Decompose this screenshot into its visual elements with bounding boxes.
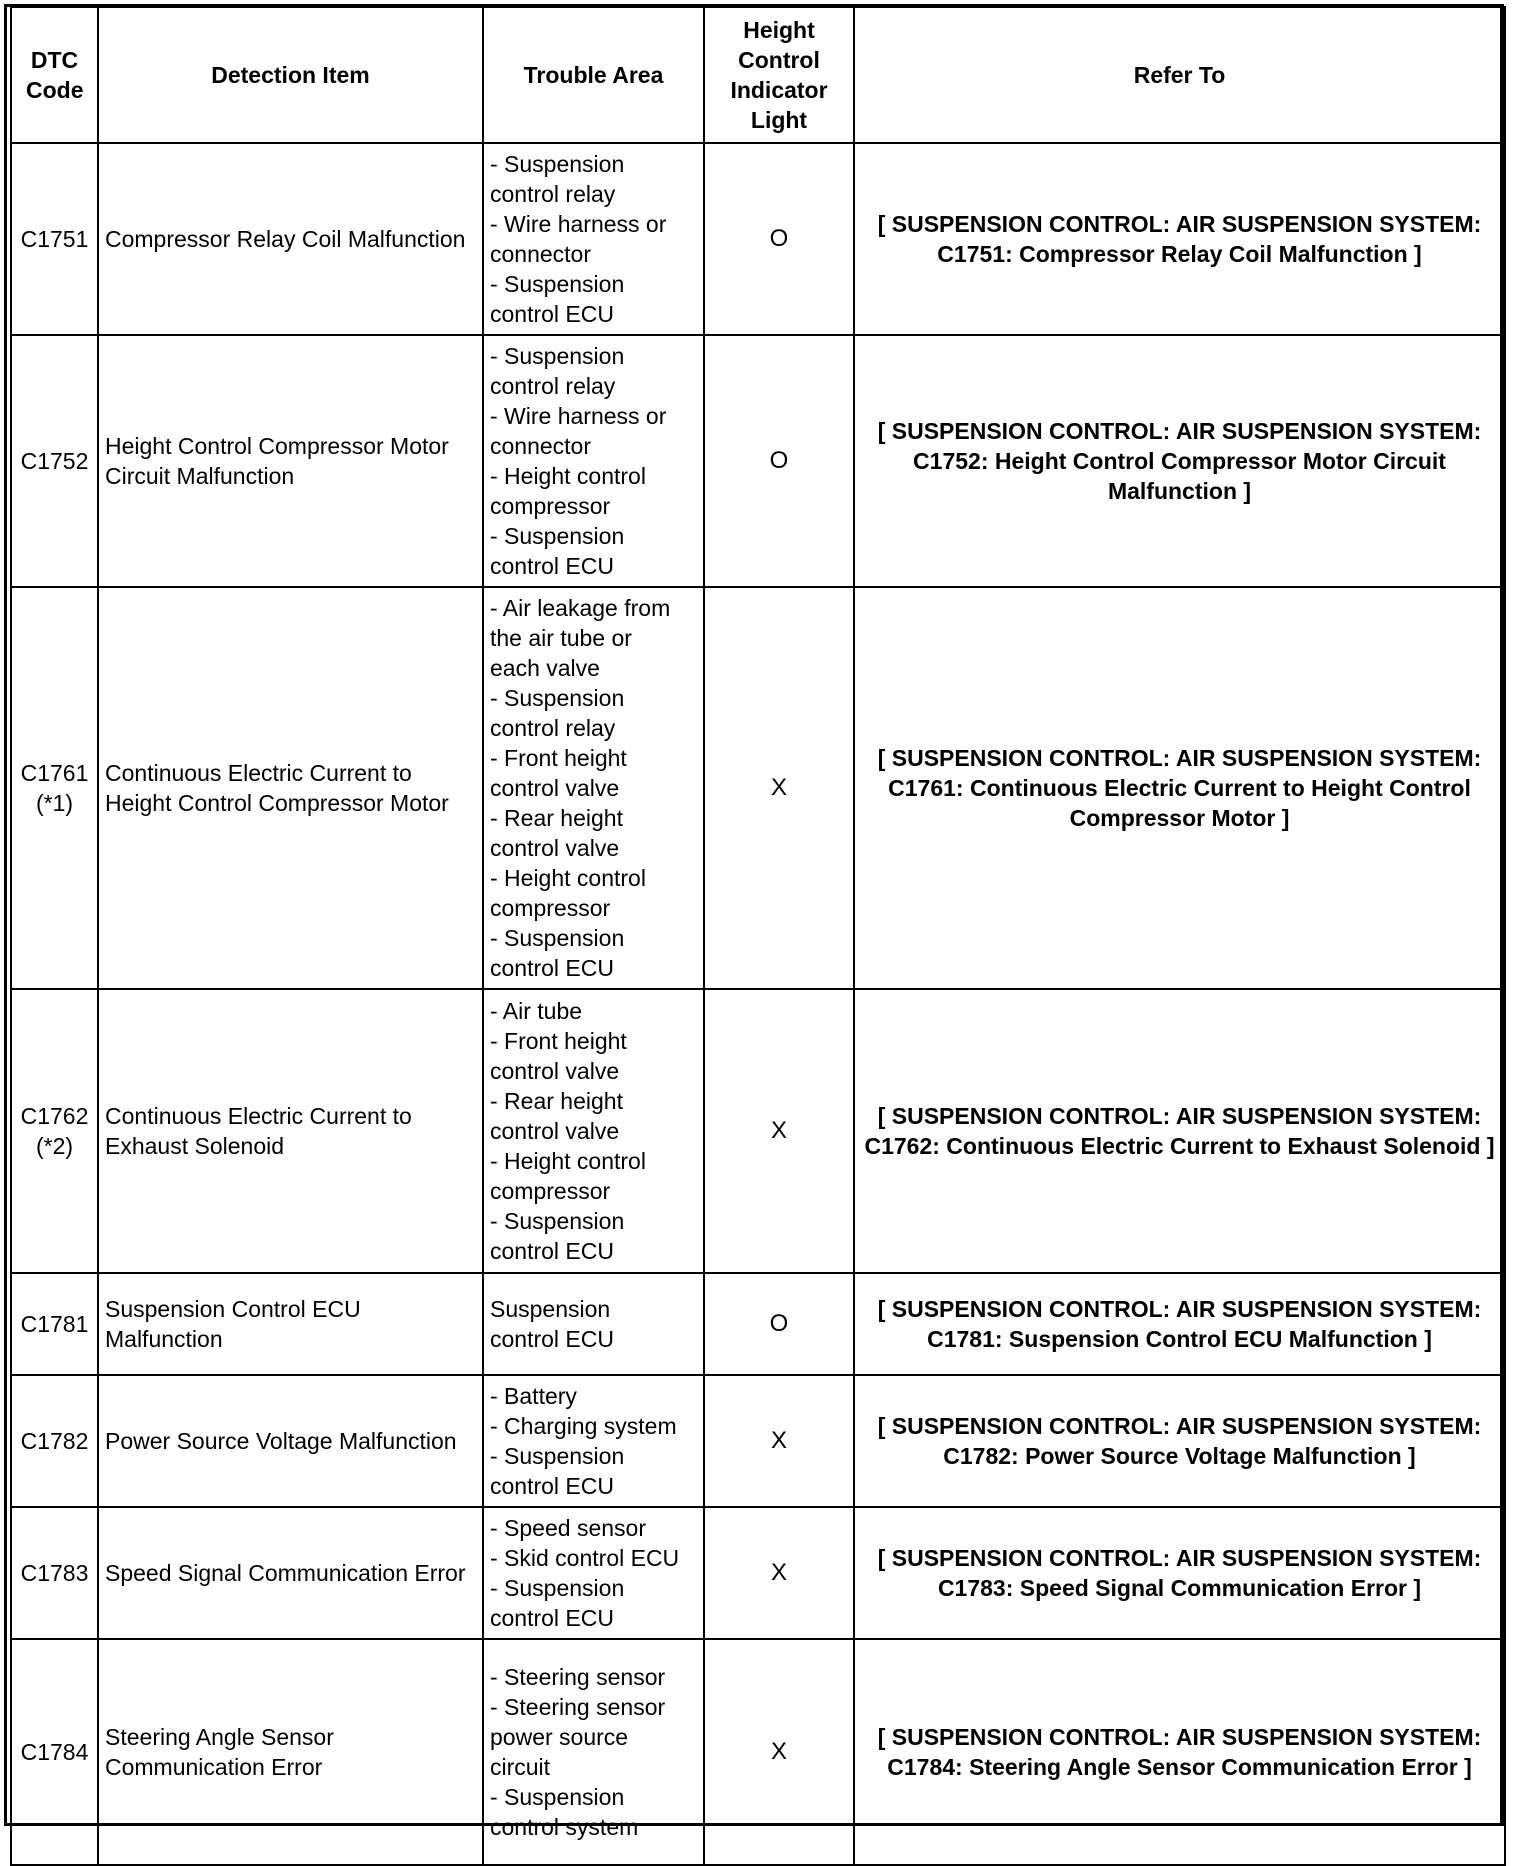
trouble-area-line: - Suspension	[490, 523, 625, 549]
trouble-area-line: - Steering sensor	[490, 1694, 666, 1720]
dtc-code-cell	[11, 587, 98, 989]
trouble-area	[483, 1375, 704, 1507]
trouble-area-line: circuit	[490, 1754, 551, 1780]
table-row	[11, 989, 1505, 1273]
dtc-code: C1761	[20, 760, 89, 786]
header-dtc-code: DTC Code	[11, 7, 98, 143]
trouble-area-line: control relay	[490, 181, 616, 207]
trouble-area-line: - Suspension	[490, 271, 625, 297]
indicator-light-status: X	[704, 1639, 854, 1865]
indicator-light-status: X	[704, 989, 854, 1273]
indicator-light-status: O	[704, 335, 854, 587]
trouble-area-line: - Suspension	[490, 343, 625, 369]
dtc-code: C1782	[20, 1428, 89, 1454]
trouble-area-line: control relay	[490, 715, 616, 741]
refer-to-link[interactable]: [ SUSPENSION CONTROL: AIR SUSPENSION SYSTEM: C1782: Power Source Voltage Malfunction ]	[854, 1375, 1505, 1507]
indicator-light-status: X	[704, 1375, 854, 1507]
trouble-area-line: - Suspension	[490, 151, 625, 177]
detection-item: Compressor Relay Coil Malfunction	[98, 143, 483, 335]
dtc-code-cell	[11, 1273, 98, 1375]
trouble-area-line: control valve	[490, 1118, 620, 1144]
trouble-area-line: - Height control	[490, 463, 646, 489]
trouble-area-line: - Air leakage from	[490, 595, 671, 621]
trouble-area-line: - Suspension	[490, 1575, 625, 1601]
table-row	[11, 1273, 1505, 1375]
detection-item: Steering Angle Sensor Communication Error	[98, 1639, 483, 1865]
dtc-code-cell	[11, 143, 98, 335]
trouble-area-line: control ECU	[490, 1473, 614, 1499]
trouble-area-line: control system	[490, 1814, 639, 1840]
trouble-area-line: control ECU	[490, 1238, 614, 1264]
refer-to-link[interactable]: [ SUSPENSION CONTROL: AIR SUSPENSION SYSTEM: C1783: Speed Signal Communication Error ]	[854, 1507, 1505, 1639]
trouble-area	[483, 1639, 704, 1865]
trouble-area	[483, 143, 704, 335]
detection-item: Power Source Voltage Malfunction	[98, 1375, 483, 1507]
trouble-area-line: - Height control	[490, 1148, 646, 1174]
table-row	[11, 335, 1505, 587]
trouble-area-line: - Front height	[490, 745, 627, 771]
trouble-area	[483, 587, 704, 989]
trouble-area-line: - Suspension	[490, 685, 625, 711]
dtc-code-cell	[11, 1639, 98, 1865]
trouble-area-line: - Wire harness or	[490, 211, 667, 237]
trouble-area-line: - Steering sensor	[490, 1664, 666, 1690]
trouble-area	[483, 1507, 704, 1639]
detection-item: Speed Signal Communication Error	[98, 1507, 483, 1639]
trouble-area-line: control valve	[490, 1058, 620, 1084]
detection-item: Continuous Electric Current to Height Control Compressor Motor	[98, 587, 483, 989]
trouble-area-line: - Charging system	[490, 1413, 677, 1439]
trouble-area-line: each valve	[490, 655, 600, 681]
trouble-area-line: Suspension	[490, 1296, 611, 1322]
dtc-code: C1784	[20, 1739, 89, 1765]
trouble-area-line: - Height control	[490, 865, 646, 891]
trouble-area-line: connector	[490, 433, 592, 459]
trouble-area-line: - Front height	[490, 1028, 627, 1054]
trouble-area	[483, 335, 704, 587]
dtc-code: C1781	[20, 1311, 89, 1337]
trouble-area-line: control valve	[490, 835, 620, 861]
detection-item: Suspension Control ECU Malfunction	[98, 1273, 483, 1375]
detection-item: Height Control Compressor Motor Circuit Malfunction	[98, 335, 483, 587]
indicator-light-status: X	[704, 587, 854, 989]
trouble-area-line: - Rear height	[490, 1088, 623, 1114]
header-refer-to: Refer To	[854, 7, 1505, 143]
header-trouble-area: Trouble Area	[483, 7, 704, 143]
table-row	[11, 1375, 1505, 1507]
trouble-area-line: power source	[490, 1724, 629, 1750]
trouble-area-line: compressor	[490, 493, 611, 519]
trouble-area-line: - Air tube	[490, 998, 583, 1024]
table-row	[11, 1507, 1505, 1639]
trouble-area-line: control valve	[490, 775, 620, 801]
dtc-code-cell	[11, 1375, 98, 1507]
trouble-area-line: - Suspension	[490, 1443, 625, 1469]
table-row	[11, 1639, 1505, 1865]
trouble-area-line: - Battery	[490, 1383, 577, 1409]
refer-to-link[interactable]: [ SUSPENSION CONTROL: AIR SUSPENSION SYSTEM: C1762: Continuous Electric Current to Exhaust Solenoid ]	[854, 989, 1505, 1273]
indicator-light-status: X	[704, 1507, 854, 1639]
dtc-code-cell	[11, 989, 98, 1273]
trouble-area	[483, 989, 704, 1273]
refer-to-link[interactable]: [ SUSPENSION CONTROL: AIR SUSPENSION SYSTEM: C1761: Continuous Electric Current to Height Control Compressor Motor ]	[854, 587, 1505, 989]
table-row	[11, 587, 1505, 989]
trouble-area-line: - Rear height	[490, 805, 623, 831]
dtc-code-cell	[11, 335, 98, 587]
dtc-table	[10, 6, 1506, 1866]
trouble-area-line: - Suspension	[490, 925, 625, 951]
header-detection-item: Detection Item	[98, 7, 483, 143]
trouble-area-line: - Speed sensor	[490, 1515, 646, 1541]
detection-item: Continuous Electric Current to Exhaust Solenoid	[98, 989, 483, 1273]
trouble-area-line: - Suspension	[490, 1208, 625, 1234]
trouble-area-line: connector	[490, 241, 592, 267]
trouble-area-line: - Wire harness or	[490, 403, 667, 429]
dtc-code: C1762	[20, 1103, 89, 1129]
trouble-area-line: compressor	[490, 1178, 611, 1204]
header-indicator-light: Height Control Indicator Light	[704, 7, 854, 143]
trouble-area-line: control ECU	[490, 1605, 614, 1631]
refer-to-link[interactable]: [ SUSPENSION CONTROL: AIR SUSPENSION SYSTEM: C1751: Compressor Relay Coil Malfunction ]	[854, 143, 1505, 335]
trouble-area-line: control ECU	[490, 955, 614, 981]
trouble-area-line: - Skid control ECU	[490, 1545, 680, 1571]
trouble-area-line: control ECU	[490, 553, 614, 579]
indicator-light-status: O	[704, 1273, 854, 1375]
dtc-note: (*2)	[35, 1133, 74, 1159]
header-row	[11, 7, 1505, 143]
dtc-code: C1751	[20, 226, 89, 252]
dtc-code-cell	[11, 1507, 98, 1639]
trouble-area-line: control ECU	[490, 1326, 614, 1352]
dtc-note: (*1)	[35, 790, 74, 816]
trouble-area-line: control relay	[490, 373, 616, 399]
trouble-area-line: compressor	[490, 895, 611, 921]
refer-to-link[interactable]: [ SUSPENSION CONTROL: AIR SUSPENSION SYSTEM: C1784: Steering Angle Sensor Communication Error ]	[854, 1639, 1505, 1865]
trouble-area	[483, 1273, 704, 1375]
refer-to-link[interactable]: [ SUSPENSION CONTROL: AIR SUSPENSION SYSTEM: C1752: Height Control Compressor Motor Circuit Malfunction ]	[854, 335, 1505, 587]
dtc-code: C1783	[20, 1560, 89, 1586]
dtc-code: C1752	[20, 448, 89, 474]
trouble-area-line: the air tube or	[490, 625, 632, 651]
table-row	[11, 143, 1505, 335]
indicator-light-status: O	[704, 143, 854, 335]
trouble-area-line: control ECU	[490, 301, 614, 327]
trouble-area-line: - Suspension	[490, 1784, 625, 1810]
refer-to-link[interactable]: [ SUSPENSION CONTROL: AIR SUSPENSION SYSTEM: C1781: Suspension Control ECU Malfunction ]	[854, 1273, 1505, 1375]
